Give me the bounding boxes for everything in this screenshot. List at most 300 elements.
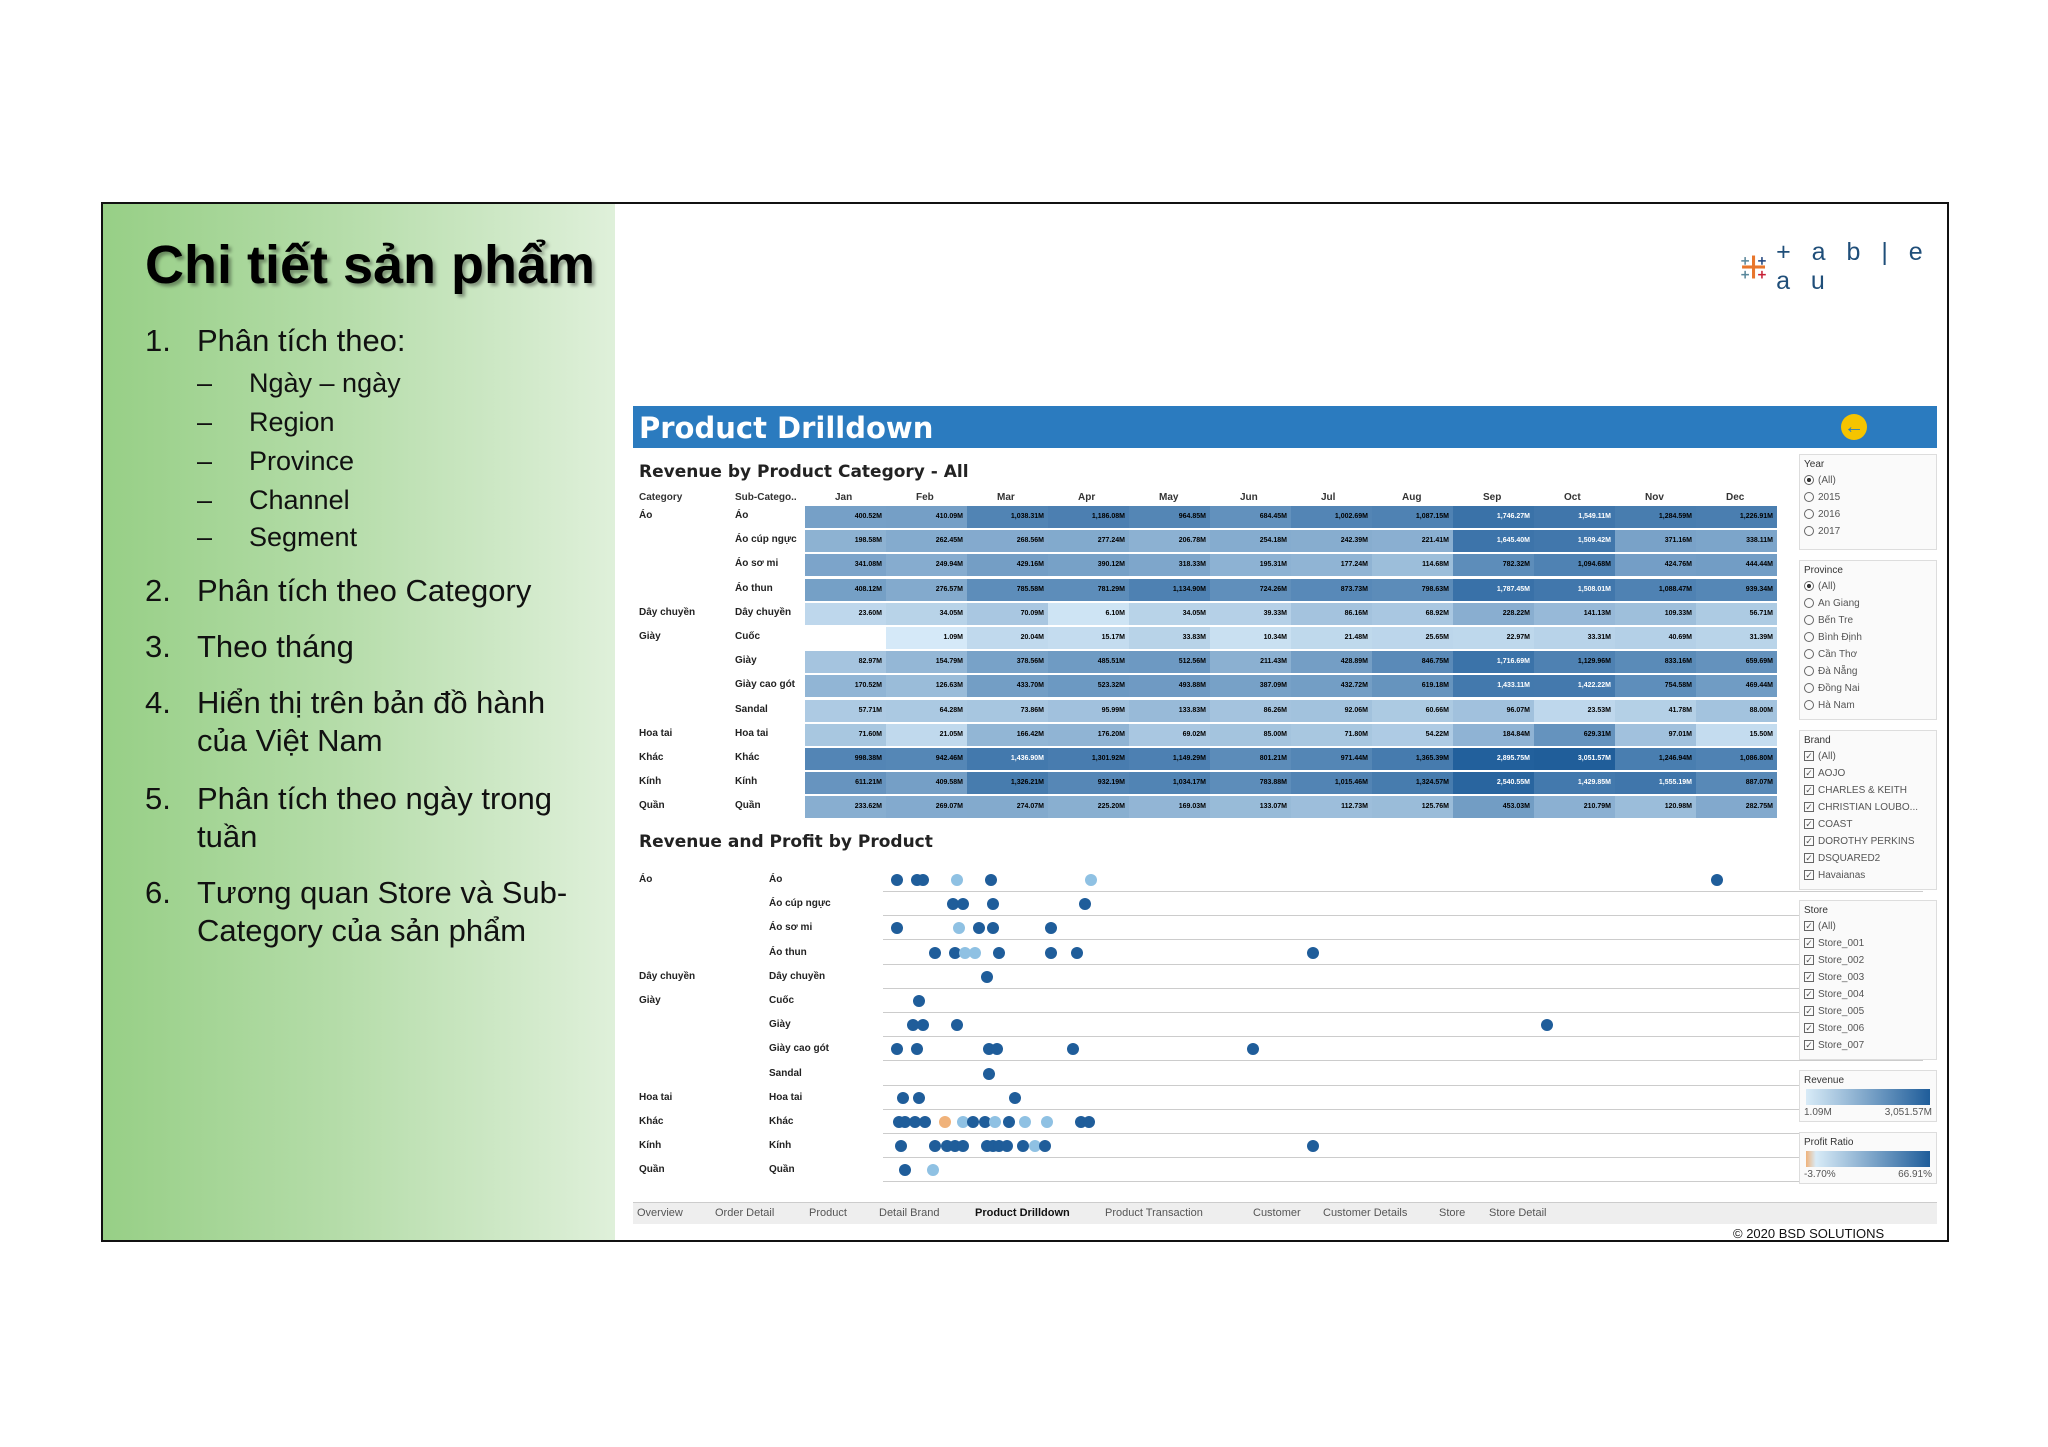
- scatter-gridline: [883, 939, 1923, 940]
- row-subcategory: Giày cao gót: [735, 679, 796, 691]
- heatmap-cell[interactable]: 71.60M: [805, 724, 886, 746]
- province-option[interactable]: Đồng Nai: [1804, 683, 1860, 694]
- heatmap-cell[interactable]: 378.56M: [967, 651, 1048, 673]
- heatmap-cell[interactable]: 125.76M: [1372, 796, 1453, 818]
- scatter-point[interactable]: [987, 898, 999, 910]
- heatmap-cell[interactable]: 23.53M: [1534, 700, 1615, 722]
- scatter-point[interactable]: [919, 1116, 931, 1128]
- heatmap-cell[interactable]: 141.13M: [1534, 603, 1615, 625]
- scatter-point[interactable]: [1041, 1116, 1053, 1128]
- scatter-point[interactable]: [917, 1019, 929, 1031]
- month-header: Feb: [916, 492, 934, 503]
- heatmap-cell[interactable]: 54.22M: [1372, 724, 1453, 746]
- heatmap-cell[interactable]: 86.16M: [1291, 603, 1372, 625]
- row-category: Khác: [639, 752, 664, 763]
- heatmap-cell[interactable]: 21.05M: [886, 724, 967, 746]
- scatter-subcategory: Áo: [769, 874, 783, 885]
- scatter-gridline: [883, 1181, 1923, 1182]
- heatmap-cell[interactable]: 23.60M: [805, 603, 886, 625]
- scatter-point[interactable]: [895, 1140, 907, 1152]
- heatmap-cell[interactable]: 198.58M: [805, 530, 886, 552]
- scatter-point[interactable]: [897, 1092, 909, 1104]
- heatmap-cell[interactable]: 971.44M: [1291, 748, 1372, 770]
- scatter-point[interactable]: [1019, 1116, 1031, 1128]
- heatmap-cell[interactable]: 88.00M: [1696, 700, 1777, 722]
- year-option[interactable]: (All): [1804, 475, 1836, 486]
- heatmap-cell[interactable]: 64.28M: [886, 700, 967, 722]
- heatmap-cell[interactable]: 1,094.68M: [1534, 554, 1615, 576]
- heatmap-cell[interactable]: 73.86M: [967, 700, 1048, 722]
- heatmap-cell[interactable]: 60.66M: [1372, 700, 1453, 722]
- heatmap-cell[interactable]: 1.09M: [886, 627, 967, 649]
- scatter-point[interactable]: [951, 1019, 963, 1031]
- heatmap-cell[interactable]: 56.71M: [1696, 603, 1777, 625]
- heatmap-cell[interactable]: 433.70M: [967, 675, 1048, 697]
- heatmap-cell[interactable]: 1,645.40M: [1453, 530, 1534, 552]
- heatmap-cell[interactable]: 659.69M: [1696, 651, 1777, 673]
- heatmap-cell[interactable]: 432.72M: [1291, 675, 1372, 697]
- heatmap-cell[interactable]: 92.06M: [1291, 700, 1372, 722]
- heatmap-cell[interactable]: 254.18M: [1210, 530, 1291, 552]
- scatter-point[interactable]: [929, 947, 941, 959]
- scatter-point[interactable]: [1541, 1019, 1553, 1031]
- heatmap-cell[interactable]: 833.16M: [1615, 651, 1696, 673]
- heatmap-cell[interactable]: 57.71M: [805, 700, 886, 722]
- scatter-point[interactable]: [993, 947, 1005, 959]
- month-header: Aug: [1402, 492, 1422, 503]
- heatmap-cell[interactable]: 1,246.94M: [1615, 748, 1696, 770]
- heatmap-cell[interactable]: 1,226.91M: [1696, 506, 1777, 528]
- heatmap-cell[interactable]: 22.97M: [1453, 627, 1534, 649]
- heatmap-cell[interactable]: 409.58M: [886, 772, 967, 794]
- heatmap-cell[interactable]: 1,284.59M: [1615, 506, 1696, 528]
- scatter-gridline: [883, 964, 1923, 965]
- profit-legend[interactable]: [1806, 1151, 1930, 1167]
- province-option[interactable]: (All): [1804, 581, 1836, 592]
- scatter-point[interactable]: [929, 1140, 941, 1152]
- heatmap-cell[interactable]: 1,555.19M: [1615, 772, 1696, 794]
- scatter-point[interactable]: [1711, 874, 1723, 886]
- heatmap-cell[interactable]: 485.51M: [1048, 651, 1129, 673]
- row-subcategory: Cuốc: [735, 631, 760, 642]
- heatmap-cell[interactable]: 15.50M: [1696, 724, 1777, 746]
- heatmap-cell[interactable]: 2,895.75M: [1453, 748, 1534, 770]
- heatmap-cell[interactable]: 97.01M: [1615, 724, 1696, 746]
- heatmap-cell[interactable]: 25.65M: [1372, 627, 1453, 649]
- row-subcategory: Kính: [735, 776, 758, 788]
- heatmap-cell[interactable]: 277.24M: [1048, 530, 1129, 552]
- filter-brand: Brand ✓ (All) ✓ AOJO ✓ CHARLES & KEITH ✓ CHRISTIAN LOUBO... ✓ COAST ✓ DOROTHY PERKINS ✓ DSQUARED2 ✓ Havaianas: [1799, 730, 1937, 890]
- heatmap-cell[interactable]: 429.16M: [967, 554, 1048, 576]
- heatmap-cell[interactable]: 95.99M: [1048, 700, 1129, 722]
- heatmap-cell[interactable]: 184.84M: [1453, 724, 1534, 746]
- scatter-subcategory: Áo sơ mi: [769, 922, 813, 934]
- scatter-title: Revenue and Profit by Product: [639, 832, 933, 852]
- brand-option[interactable]: ✓ COAST: [1805, 819, 1853, 830]
- heatmap-cell[interactable]: 942.46M: [886, 748, 967, 770]
- heatmap-cell[interactable]: 276.57M: [886, 579, 967, 601]
- heatmap-cell[interactable]: 493.88M: [1129, 675, 1210, 697]
- tab-product[interactable]: Product: [809, 1207, 847, 1219]
- heatmap-cell[interactable]: 998.38M: [805, 748, 886, 770]
- heatmap-cell[interactable]: 611.21M: [805, 772, 886, 794]
- scatter-gridline: [883, 915, 1923, 916]
- heatmap-cell[interactable]: 684.45M: [1210, 506, 1291, 528]
- tab-product-drilldown[interactable]: Product Drilldown: [975, 1207, 1070, 1219]
- scatter-point[interactable]: [987, 922, 999, 934]
- heatmap-cell[interactable]: 210.79M: [1534, 796, 1615, 818]
- heatmap-cell[interactable]: 242.39M: [1291, 530, 1372, 552]
- scatter-gridline: [883, 1085, 1923, 1086]
- heatmap-cell[interactable]: 1,034.17M: [1129, 772, 1210, 794]
- heatmap-cell[interactable]: 69.02M: [1129, 724, 1210, 746]
- row-category: Hoa tai: [639, 727, 673, 739]
- heatmap-cell[interactable]: 274.07M: [967, 796, 1048, 818]
- heatmap-cell[interactable]: 1,508.01M: [1534, 579, 1615, 601]
- row-category: Giày: [639, 631, 661, 642]
- heatmap-cell[interactable]: 1,436.90M: [967, 748, 1048, 770]
- heatmap-cell[interactable]: 1,324.57M: [1372, 772, 1453, 794]
- heatmap-cell[interactable]: 154.79M: [886, 651, 967, 673]
- heatmap-cell[interactable]: 400.52M: [805, 506, 886, 528]
- scatter-point[interactable]: [991, 1043, 1003, 1055]
- heatmap-cell[interactable]: 390.12M: [1048, 554, 1129, 576]
- heatmap-cell[interactable]: 1,186.08M: [1048, 506, 1129, 528]
- scatter-point[interactable]: [957, 898, 969, 910]
- heatmap-cell[interactable]: 166.42M: [967, 724, 1048, 746]
- scatter-subcategory: Quần: [769, 1164, 795, 1176]
- heatmap-cell[interactable]: 724.26M: [1210, 579, 1291, 601]
- heatmap-cell[interactable]: 1,433.11M: [1453, 675, 1534, 697]
- year-option[interactable]: 2015: [1804, 492, 1840, 503]
- scatter-point[interactable]: [1067, 1043, 1079, 1055]
- scatter-subcategory: Khác: [769, 1116, 794, 1127]
- revenue-legend[interactable]: [1806, 1089, 1930, 1105]
- scatter-gridline: [883, 1060, 1923, 1061]
- row-subcategory: Áo: [735, 510, 749, 521]
- heatmap-cell[interactable]: 964.85M: [1129, 506, 1210, 528]
- heatmap-cell[interactable]: 109.33M: [1615, 603, 1696, 625]
- scatter-subcategory: Sandal: [769, 1067, 802, 1079]
- heatmap-cell[interactable]: 1,088.47M: [1615, 579, 1696, 601]
- heatmap-cell[interactable]: 169.03M: [1129, 796, 1210, 818]
- scatter-point[interactable]: [1017, 1140, 1029, 1152]
- heatmap-cell[interactable]: 249.94M: [886, 554, 967, 576]
- scatter-category: Dây chuyền: [639, 970, 696, 982]
- heatmap-cell[interactable]: 170.52M: [805, 675, 886, 697]
- filter-province: Province (All) An Giang Bến Tre Bình Định Cần Thơ Đà Nẵng Đồng Nai Hà Nam: [1799, 560, 1937, 720]
- filter-profit: Profit Ratio -3.70% 66.91%: [1799, 1132, 1937, 1184]
- year-option[interactable]: 2017: [1804, 526, 1840, 537]
- heatmap-cell[interactable]: 428.89M: [1291, 651, 1372, 673]
- heatmap-cell[interactable]: 318.33M: [1129, 554, 1210, 576]
- tab-order-detail[interactable]: Order Detail: [715, 1207, 775, 1219]
- tab-store-detail[interactable]: Store Detail: [1489, 1207, 1547, 1219]
- scatter-point[interactable]: [1083, 1116, 1095, 1128]
- row-category: Áo: [639, 510, 653, 521]
- scatter-point[interactable]: [917, 874, 929, 886]
- filter-revenue: Revenue 1.09M 3,051.57M: [1799, 1070, 1937, 1122]
- heatmap-cell[interactable]: 1,002.69M: [1291, 506, 1372, 528]
- brand-option[interactable]: ✓ AOJO: [1805, 768, 1846, 779]
- row-subcategory: Giày: [735, 655, 757, 667]
- year-option[interactable]: 2016: [1804, 509, 1840, 520]
- scatter-point[interactable]: [969, 947, 981, 959]
- heatmap-cell[interactable]: 512.56M: [1129, 651, 1210, 673]
- heatmap-cell[interactable]: 1,716.69M: [1453, 651, 1534, 673]
- filter-year: Year (All) 2015 2016 2017: [1799, 454, 1937, 550]
- tab-store[interactable]: Store: [1439, 1207, 1466, 1219]
- heatmap-cell[interactable]: 20.04M: [967, 627, 1048, 649]
- row-subcategory: Dây chuyền: [735, 606, 792, 618]
- scatter-point[interactable]: [1045, 922, 1057, 934]
- scatter-point[interactable]: [1001, 1140, 1013, 1152]
- province-option[interactable]: Cần Thơ: [1804, 649, 1857, 660]
- heatmap-cell[interactable]: 68.92M: [1372, 603, 1453, 625]
- heatmap-cell[interactable]: 70.09M: [967, 603, 1048, 625]
- heatmap-cell[interactable]: 801.21M: [1210, 748, 1291, 770]
- row-category: Dây chuyền: [639, 606, 696, 618]
- scatter-category: Quần: [639, 1164, 665, 1176]
- heatmap-cell[interactable]: 1,087.15M: [1372, 506, 1453, 528]
- dashboard-title: Product Drilldown: [639, 411, 934, 445]
- row-subcategory: Sandal: [735, 703, 768, 715]
- store-option[interactable]: ✓ Store_002: [1805, 955, 1865, 966]
- heatmap-cell[interactable]: 341.08M: [805, 554, 886, 576]
- heatmap-cell[interactable]: 21.48M: [1291, 627, 1372, 649]
- heatmap-cell[interactable]: [805, 627, 886, 649]
- brand-option[interactable]: ✓ CHRISTIAN LOUBO...: [1805, 802, 1919, 813]
- heatmap-cell[interactable]: 1,549.11M: [1534, 506, 1615, 528]
- heatmap-cell[interactable]: 1,301.92M: [1048, 748, 1129, 770]
- tab-customer[interactable]: Customer: [1253, 1207, 1301, 1219]
- tab-detail-brand[interactable]: Detail Brand: [879, 1207, 940, 1219]
- heatmap-cell[interactable]: 120.98M: [1615, 796, 1696, 818]
- scatter-point[interactable]: [1009, 1092, 1021, 1104]
- scatter-point[interactable]: [891, 922, 903, 934]
- scatter-category: Hoa tai: [639, 1091, 673, 1103]
- heatmap-cell[interactable]: 1,365.39M: [1372, 748, 1453, 770]
- tab-customer-details[interactable]: Customer Details: [1323, 1207, 1408, 1219]
- heatmap-cell[interactable]: 873.73M: [1291, 579, 1372, 601]
- row-subcategory: Áo thun: [735, 582, 773, 594]
- heatmap-cell[interactable]: 211.43M: [1210, 651, 1291, 673]
- heatmap-cell[interactable]: 371.16M: [1615, 530, 1696, 552]
- row-subcategory: Khác: [735, 752, 760, 763]
- heatmap-cell[interactable]: 82.97M: [805, 651, 886, 673]
- heatmap-cell[interactable]: 1,086.80M: [1696, 748, 1777, 770]
- scatter-category: Giày: [639, 995, 661, 1006]
- heatmap-cell[interactable]: 133.83M: [1129, 700, 1210, 722]
- heatmap-cell[interactable]: 10.34M: [1210, 627, 1291, 649]
- heatmap-cell[interactable]: 176.20M: [1048, 724, 1129, 746]
- store-option[interactable]: ✓ Store_005: [1805, 1006, 1865, 1017]
- heatmap-cell[interactable]: 1,015.46M: [1291, 772, 1372, 794]
- heatmap-cell[interactable]: 40.69M: [1615, 627, 1696, 649]
- heatmap-cell[interactable]: 798.63M: [1372, 579, 1453, 601]
- heatmap-cell[interactable]: 221.41M: [1372, 530, 1453, 552]
- brand-option[interactable]: ✓ Havaianas: [1805, 870, 1866, 881]
- scatter-subcategory: Hoa tai: [769, 1091, 803, 1103]
- scatter-point[interactable]: [951, 874, 963, 886]
- heatmap-cell[interactable]: 34.05M: [1129, 603, 1210, 625]
- heatmap-cell[interactable]: 126.63M: [886, 675, 967, 697]
- store-option[interactable]: ✓ (All): [1805, 921, 1836, 932]
- scatter-point[interactable]: [1045, 947, 1057, 959]
- heatmap-cell[interactable]: 177.24M: [1291, 554, 1372, 576]
- province-option[interactable]: An Giang: [1804, 598, 1860, 609]
- heatmap-cell[interactable]: 410.09M: [886, 506, 967, 528]
- heatmap-cell[interactable]: 338.11M: [1696, 530, 1777, 552]
- heatmap-cell[interactable]: 1,038.31M: [967, 506, 1048, 528]
- row-subcategory: Áo sơ mi: [735, 558, 779, 570]
- heatmap-cell[interactable]: 783.88M: [1210, 772, 1291, 794]
- heatmap-cell[interactable]: 33.83M: [1129, 627, 1210, 649]
- heatmap-cell[interactable]: 785.58M: [967, 579, 1048, 601]
- heatmap-cell[interactable]: 1,129.96M: [1534, 651, 1615, 673]
- scatter-point[interactable]: [1003, 1116, 1015, 1128]
- heatmap-cell[interactable]: 39.33M: [1210, 603, 1291, 625]
- heatmap-cell[interactable]: 282.75M: [1696, 796, 1777, 818]
- heatmap-cell[interactable]: 1,509.42M: [1534, 530, 1615, 552]
- heatmap-cell[interactable]: 1,134.90M: [1129, 579, 1210, 601]
- scatter-point[interactable]: [1071, 947, 1083, 959]
- scatter-subcategory: Dây chuyền: [769, 970, 826, 982]
- heatmap-cell[interactable]: 629.31M: [1534, 724, 1615, 746]
- scatter-point[interactable]: [891, 1043, 903, 1055]
- heatmap-cell[interactable]: 1,149.29M: [1129, 748, 1210, 770]
- province-option[interactable]: Đà Nẵng: [1804, 666, 1857, 677]
- scatter-point[interactable]: [1307, 1140, 1319, 1152]
- heatmap-cell[interactable]: 195.31M: [1210, 554, 1291, 576]
- scatter-subcategory: Cuốc: [769, 995, 794, 1006]
- heatmap-cell[interactable]: 939.34M: [1696, 579, 1777, 601]
- month-header: May: [1159, 492, 1179, 503]
- month-header: Nov: [1645, 492, 1664, 503]
- heatmap-cell[interactable]: 15.17M: [1048, 627, 1129, 649]
- scatter-point[interactable]: [1085, 874, 1097, 886]
- scatter-point[interactable]: [973, 922, 985, 934]
- heatmap-cell[interactable]: 754.58M: [1615, 675, 1696, 697]
- heatmap-cell[interactable]: 269.07M: [886, 796, 967, 818]
- heatmap-cell[interactable]: 1,746.27M: [1453, 506, 1534, 528]
- heatmap-cell[interactable]: 1,429.85M: [1534, 772, 1615, 794]
- heatmap-cell[interactable]: 31.39M: [1696, 627, 1777, 649]
- heatmap-cell[interactable]: 114.68M: [1372, 554, 1453, 576]
- store-option[interactable]: ✓ Store_006: [1805, 1023, 1865, 1034]
- scatter-point[interactable]: [1079, 898, 1091, 910]
- store-option[interactable]: ✓ Store_001: [1805, 938, 1865, 949]
- heatmap-cell[interactable]: 96.07M: [1453, 700, 1534, 722]
- heatmap-cell[interactable]: 932.19M: [1048, 772, 1129, 794]
- heatmap-cell[interactable]: 469.44M: [1696, 675, 1777, 697]
- brand-option[interactable]: ✓ (All): [1805, 751, 1836, 762]
- store-option[interactable]: ✓ Store_007: [1805, 1040, 1865, 1051]
- heatmap-cell[interactable]: 887.07M: [1696, 772, 1777, 794]
- heatmap-cell[interactable]: 233.62M: [805, 796, 886, 818]
- heatmap-cell[interactable]: 33.31M: [1534, 627, 1615, 649]
- heatmap-cell[interactable]: 424.76M: [1615, 554, 1696, 576]
- back-button[interactable]: ←: [1841, 414, 1867, 440]
- heatmap-cell[interactable]: 2,540.55M: [1453, 772, 1534, 794]
- row-subcategory: Hoa tai: [735, 727, 769, 739]
- scatter-point[interactable]: [989, 1116, 1001, 1128]
- province-option[interactable]: Bình Định: [1804, 632, 1862, 643]
- heatmap-cell[interactable]: 1,326.21M: [967, 772, 1048, 794]
- store-option[interactable]: ✓ Store_004: [1805, 989, 1865, 1000]
- scatter-point[interactable]: [891, 874, 903, 886]
- scatter-point[interactable]: [927, 1164, 939, 1176]
- brand-option[interactable]: ✓ CHARLES & KEITH: [1805, 785, 1907, 796]
- scatter-point[interactable]: [967, 1116, 979, 1128]
- heatmap-cell[interactable]: 85.00M: [1210, 724, 1291, 746]
- scatter-point[interactable]: [1247, 1043, 1259, 1055]
- brand-option[interactable]: ✓ DOROTHY PERKINS: [1805, 836, 1915, 847]
- heatmap-cell[interactable]: 71.80M: [1291, 724, 1372, 746]
- tableau-logo-icon: [1739, 248, 1768, 286]
- heatmap-cell[interactable]: 1,422.22M: [1534, 675, 1615, 697]
- heatmap-cell[interactable]: 1,787.45M: [1453, 579, 1534, 601]
- scatter-point[interactable]: [913, 995, 925, 1007]
- scatter-point[interactable]: [981, 971, 993, 983]
- scatter-point[interactable]: [957, 1140, 969, 1152]
- heatmap-cell[interactable]: 3,051.57M: [1534, 748, 1615, 770]
- heatmap-cell[interactable]: 781.29M: [1048, 579, 1129, 601]
- heatmap-cell[interactable]: 268.56M: [967, 530, 1048, 552]
- heatmap-cell[interactable]: 619.18M: [1372, 675, 1453, 697]
- scatter-point[interactable]: [913, 1092, 925, 1104]
- filter-store: Store ✓ (All) ✓ Store_001 ✓ Store_002 ✓ Store_003 ✓ Store_004 ✓ Store_005 ✓ Store_006 ✓ Store_007: [1799, 900, 1937, 1060]
- heatmap-cell[interactable]: 34.05M: [886, 603, 967, 625]
- heatmap-cell[interactable]: 86.26M: [1210, 700, 1291, 722]
- scatter-point[interactable]: [985, 874, 997, 886]
- heatmap-cell[interactable]: 41.78M: [1615, 700, 1696, 722]
- scatter-subcategory: Kính: [769, 1140, 792, 1152]
- heatmap-cell[interactable]: 846.75M: [1372, 651, 1453, 673]
- scatter-point[interactable]: [939, 1116, 951, 1128]
- heatmap-cell[interactable]: 408.12M: [805, 579, 886, 601]
- heatmap-cell[interactable]: 387.09M: [1210, 675, 1291, 697]
- scatter-point[interactable]: [1307, 947, 1319, 959]
- scatter-gridline: [883, 1109, 1923, 1110]
- dashboard-header: [633, 406, 1937, 448]
- scatter-point[interactable]: [899, 1164, 911, 1176]
- scatter-point[interactable]: [911, 1043, 923, 1055]
- heatmap-cell[interactable]: 225.20M: [1048, 796, 1129, 818]
- heatmap-cell[interactable]: 133.07M: [1210, 796, 1291, 818]
- heatmap-cell[interactable]: 6.10M: [1048, 603, 1129, 625]
- tab-overview[interactable]: Overview: [637, 1207, 683, 1219]
- brand-option[interactable]: ✓ DSQUARED2: [1805, 853, 1881, 864]
- heatmap-cell[interactable]: 453.03M: [1453, 796, 1534, 818]
- heatmap-cell[interactable]: 782.32M: [1453, 554, 1534, 576]
- scatter-point[interactable]: [983, 1068, 995, 1080]
- heatmap-cell[interactable]: 228.22M: [1453, 603, 1534, 625]
- heatmap-cell[interactable]: 112.73M: [1291, 796, 1372, 818]
- scatter-point[interactable]: [953, 922, 965, 934]
- scatter-point[interactable]: [1039, 1140, 1051, 1152]
- tab-product-transaction[interactable]: Product Transaction: [1105, 1207, 1203, 1219]
- heatmap-cell[interactable]: 444.44M: [1696, 554, 1777, 576]
- heatmap-cell[interactable]: 523.32M: [1048, 675, 1129, 697]
- scatter-gridline: [883, 1012, 1923, 1013]
- sheet-tabs: [633, 1202, 1937, 1224]
- province-option[interactable]: Hà Nam: [1804, 700, 1855, 711]
- heatmap-cell[interactable]: 262.45M: [886, 530, 967, 552]
- heatmap-cell[interactable]: 206.78M: [1129, 530, 1210, 552]
- province-option[interactable]: Bến Tre: [1804, 615, 1853, 626]
- store-option[interactable]: ✓ Store_003: [1805, 972, 1865, 983]
